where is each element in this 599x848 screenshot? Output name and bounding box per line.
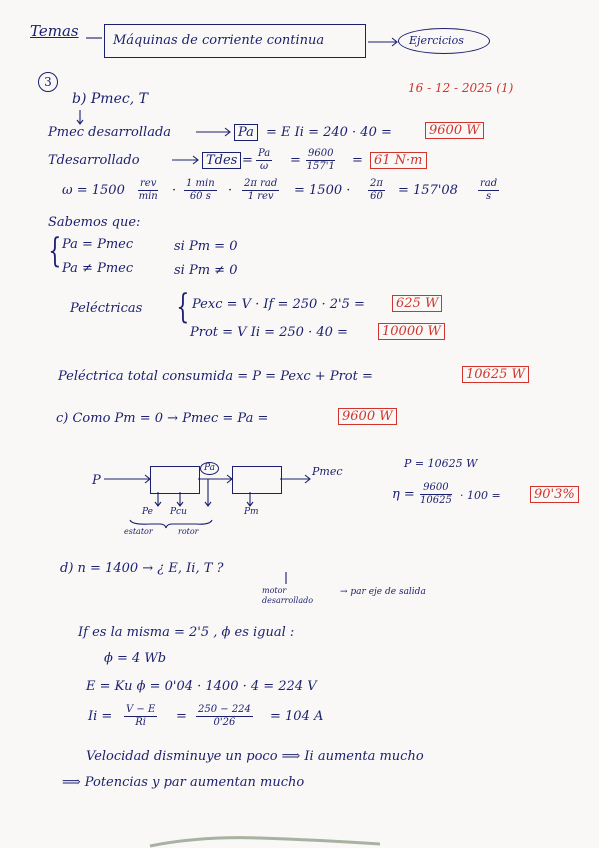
part-c-line: c) Como Pm = 0 → Pmec = Pa = (56, 411, 269, 426)
diagram-pa: Pa (200, 462, 219, 475)
phi-line: ϕ = 4 Wb (104, 651, 167, 666)
tdes-result: 61 N·m (370, 152, 427, 169)
omega-result: = 157'08 (398, 183, 458, 198)
diagram-pmec-out: Pmec (312, 465, 343, 478)
omega-f3-num: 2π rad (244, 178, 278, 189)
omega-dot-2: · (228, 183, 233, 198)
par-note: → par eje de salida (340, 587, 426, 597)
case-2-cond: si Pm ≠ 0 (174, 263, 238, 278)
diagram-pm: Pm (244, 507, 259, 517)
omega-f2-num: 1 min (186, 178, 215, 189)
case-2: Pa ≠ Pmec (62, 261, 134, 276)
omega-f1-num: rev (140, 178, 157, 189)
tdes-num2: 9600 (308, 148, 334, 159)
omega-mid: = 1500 · (294, 183, 351, 198)
eta-times: · 100 = (460, 489, 501, 502)
date-stamp: 16 - 12 - 2025 (1) (408, 81, 514, 95)
motor-note: motor desarrollado (262, 586, 314, 605)
temas-label: Temas (30, 22, 79, 40)
pexc-result: 625 W (392, 295, 442, 312)
diagram-pcu: Pcu (170, 507, 187, 517)
eta-num: 9600 (420, 482, 452, 495)
part-d-line: d) n = 1400 → ¿ E, Ii, T ? (60, 561, 224, 576)
tdes-den2: 157'1 (306, 160, 335, 172)
ii-lhs: Ii = (88, 709, 113, 724)
tdes-equals-1: = (242, 153, 253, 168)
diagram-pe: Pe (142, 507, 153, 517)
pmec-pa-box: Pa (234, 124, 258, 141)
omega-unit-num: rad (480, 178, 498, 189)
omega-lhs: ω = 1500 (62, 183, 125, 198)
tdes-equals-3: = (352, 153, 363, 168)
pelectricas-label: Peléctricas (70, 301, 143, 316)
diagram-estator: estator (124, 527, 153, 536)
pmec-equation: = E Ii = 240 · 40 = (266, 125, 392, 140)
sabemos-text: Sabemos que: (48, 215, 141, 230)
diagram-p-in: P (92, 473, 101, 488)
omega-dot-1: · (172, 183, 177, 198)
omega-f1-den: min (138, 190, 158, 202)
pmec-label: Pmec desarrollada (48, 125, 172, 140)
if-line: If es la misma = 2'5 , ϕ es igual : (78, 625, 295, 640)
omega-f4-den: 60 (370, 190, 383, 202)
problem-number: 3 (38, 72, 58, 92)
prot-result: 10000 W (378, 323, 445, 340)
eta-den: 10625 (420, 494, 452, 506)
eta-result: 90'3% (530, 486, 579, 503)
topic-title-box: Máquinas de corriente continua (104, 24, 366, 58)
diagram-rotor: rotor (178, 527, 199, 536)
tdes-box: Tdes (202, 152, 241, 169)
pmec-result: 9600 W (425, 122, 484, 139)
conclusion-2: ⟹ Potencias y par aumentan mucho (62, 775, 305, 790)
tdes-equals-2: = (290, 153, 301, 168)
case-brace: { (48, 231, 62, 271)
prot-line: Prot = V Ii = 250 · 40 = (190, 325, 348, 340)
pelectricas-brace: { (176, 287, 190, 327)
conclusion-1: Velocidad disminuye un poco ⟹ Ii aumenta mucho (86, 749, 424, 764)
part-b-heading: b) Pmec, T (72, 91, 148, 107)
ii-den-1: Ri (135, 716, 146, 728)
ii-num-1: V − E (126, 704, 156, 715)
tdes-den: ω (260, 160, 269, 172)
omega-f3-den: 1 rev (247, 190, 274, 202)
ii-result: = 104 A (270, 709, 324, 724)
ii-num-2: 250 − 224 (198, 704, 251, 715)
ii-equals: = (176, 709, 187, 724)
p-value: P = 10625 W (404, 457, 478, 470)
ii-den-2: 0'26 (213, 716, 236, 728)
case-1-cond: si Pm = 0 (174, 239, 238, 254)
omega-f4-num: 2π (370, 178, 383, 189)
tdes-num: Pa (258, 148, 271, 159)
e-line: E = Ku ϕ = 0'04 · 1400 · 4 = 224 V (86, 679, 317, 694)
case-1: Pa = Pmec (62, 237, 134, 252)
ptotal-line: Peléctrica total consumida = P = Pexc + Prot = (58, 369, 373, 384)
ptotal-result: 10625 W (462, 366, 529, 383)
part-c-result: 9600 W (338, 408, 397, 425)
exercises-oval: Ejercicios (398, 28, 490, 54)
omega-f2-den: 60 s (189, 190, 211, 202)
omega-unit-den: s (486, 190, 492, 202)
eta-lhs: η = (392, 487, 415, 502)
tdes-label: Tdesarrollado (48, 153, 140, 168)
pexc-line: Pexc = V · If = 250 · 2'5 = (192, 297, 365, 312)
